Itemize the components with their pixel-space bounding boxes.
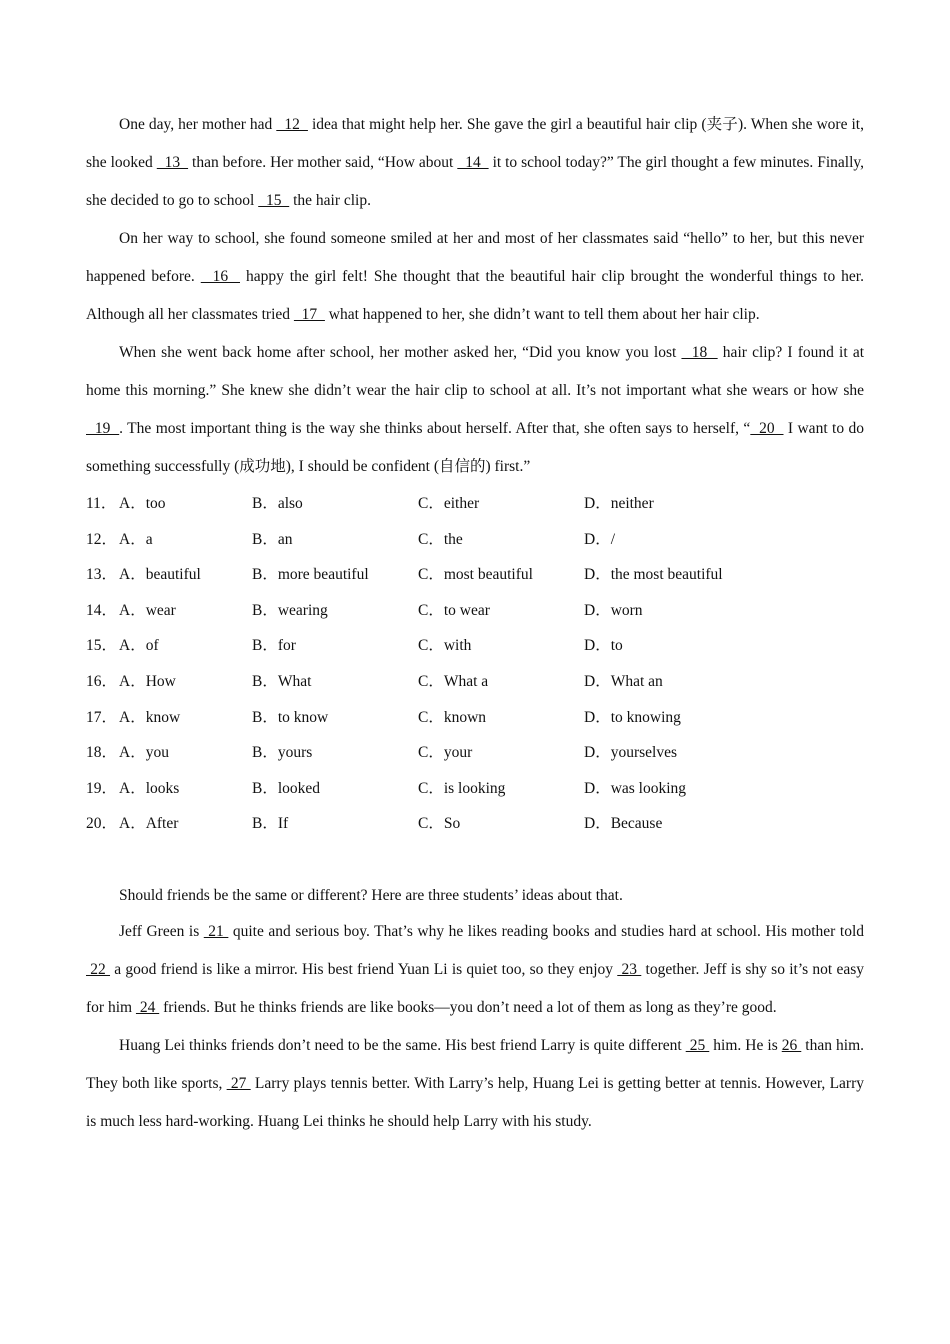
question-number: 18． [86,744,118,762]
option-a: A．looks [119,779,180,797]
text-segment: hair clip? I found it at home this morning.” She knew she didn’t wear the hair clip to school at all. It’s not important what she wears or how she [86,344,865,399]
option-b: B．looked [252,779,321,797]
text-segment: Larry plays tennis better. With Larry’s help, Huang Lei is getting better at tennis. However, Larry is much less hard-working. Huang Lei thinks he should help Larry with his study. [86,1074,864,1130]
blank-24: 24 [135,998,160,1016]
blank-13: 13 [156,154,189,171]
option-a: A．know [119,708,181,726]
question-row [86,806,864,842]
option-b: B．more beautiful [252,566,369,584]
blank-12: 12 [276,116,308,133]
option-c: C．is looking [418,779,506,797]
passage2-paragraph-2 [86,1027,864,1141]
option-d: D．/ [584,530,616,548]
question-number: 12． [86,530,118,548]
option-b: B．yours [252,744,313,762]
question-row [86,557,864,593]
blank-21: 21 [203,922,229,940]
option-a: A．beautiful [119,566,201,584]
option-c: C．So [418,815,461,833]
option-c: C．known [418,708,487,726]
passage1-paragraph-3 [86,334,864,486]
question-number: 16． [86,672,118,690]
option-c: C．the [418,530,463,548]
question-number: 19． [86,779,118,797]
option-c: C．to wear [418,601,490,619]
blank-26: 26 [781,1036,802,1054]
question-number: 13． [86,566,118,584]
blank-18: 18 [681,344,718,361]
text-segment: friends. But he thinks friends are like books—you don’t need a lot of them as long as they’re good. [159,998,777,1016]
option-d: D．neither [584,495,654,512]
option-b: B．also [252,495,303,512]
question-row [86,593,864,629]
blank-27: 27 [226,1074,251,1092]
question-number: 17． [86,708,118,726]
blank-22: 22 [86,960,111,978]
text-segment: what happened to her, she didn’t want to tell them about her hair clip. [324,306,760,323]
option-a: A．you [119,744,169,762]
blank-19: 19 [86,420,120,437]
passage2 [86,878,864,1141]
option-b: B．an [252,530,293,548]
option-c: C．either [418,495,480,512]
passage2-paragraph-1 [86,913,864,1027]
question-row [86,664,864,700]
option-a: A．After [119,815,179,833]
document-page [86,106,864,1141]
text-segment: than him. They both like sports, [86,1036,865,1092]
passage1-paragraph-1 [86,106,864,220]
blank-17: 17 [293,306,325,323]
blank-15: 15 [258,192,290,209]
option-b: B．to know [252,708,329,726]
text-segment: When she went back home after school, her mother asked her, “Did you know you lost [119,344,682,361]
option-d: D．was looking [584,779,687,797]
text-segment: happy the girl felt! She thought that the beautiful hair clip brought the wonderful things to her. Although all her classmates tried [86,268,864,323]
text-segment: it to school today?” The girl thought a few minutes. Finally, she decided to go to school [86,154,864,209]
text-segment: I want to do something successfully (成功地), I should be confident (自信的) first.” [86,420,865,475]
option-a: A．of [119,637,159,655]
blank-25: 25 [685,1036,710,1054]
option-d: D．the most beautiful [584,566,723,584]
option-d: D．What an [584,672,663,690]
blank-23: 23 [617,960,642,978]
option-c: C．your [418,744,473,762]
option-b: B．for [252,637,296,655]
option-b: B．If [252,815,289,833]
passage2-intro: Should friends be the same or different? Here are three students’ ideas about that. [119,886,623,904]
question-row [86,771,864,807]
option-c: C．What a [418,672,489,690]
blank-20: 20 [750,420,784,437]
question-number: 11． [86,495,117,512]
question-row [86,700,864,736]
question-row [86,486,864,522]
option-d: D．yourselves [584,744,677,762]
question-row [86,735,864,771]
option-b: B．wearing [252,601,328,619]
option-c: C．with [418,637,472,655]
option-a: A．too [119,495,166,512]
option-d: D．to knowing [584,708,681,726]
options-list [86,486,864,842]
question-number: 15． [86,637,118,655]
text-segment: Jeff Green is [119,922,204,940]
text-segment: One day, her mother had [119,116,277,133]
question-number: 20． [86,815,118,833]
option-d: D．worn [584,601,643,619]
question-row [86,628,864,664]
option-a: A．How [119,672,176,690]
text-segment: On her way to school, she found someone smiled at her and most of her classmates said “hello” to her, but this never happened before. [86,230,864,285]
text-segment: him. He is [709,1036,782,1054]
blank-16: 16 [200,268,240,285]
text-segment: Huang Lei thinks friends don’t need to be the same. His best friend Larry is quite different [119,1036,686,1054]
text-segment: a good friend is like a mirror. His best friend Yuan Li is quiet too, so they enjoy [110,960,618,978]
passage1-paragraph-2 [86,220,864,334]
option-b: B．What [252,672,312,690]
option-d: D．to [584,637,623,655]
option-a: A．a [119,530,153,548]
text-segment: idea that might help her. She gave the girl a beautiful hair clip (夹子). When she wore it, she looked [86,116,864,171]
text-segment: quite and serious boy. That’s why he likes reading books and studies hard at school. His mother told [228,922,864,940]
question-number: 14． [86,601,118,619]
question-row [86,522,864,558]
text-segment: than before. Her mother said, “How about [188,154,458,171]
blank-14: 14 [457,154,489,171]
text-segment: together. Jeff is shy so it’s not easy for him [86,960,865,1016]
option-a: A．wear [119,601,176,619]
option-c: C．most beautiful [418,566,533,584]
text-segment: . The most important thing is the way she thinks about herself. After that, she often says to herself, “ [119,420,751,437]
option-d: D．Because [584,815,663,833]
text-segment: the hair clip. [289,192,371,209]
